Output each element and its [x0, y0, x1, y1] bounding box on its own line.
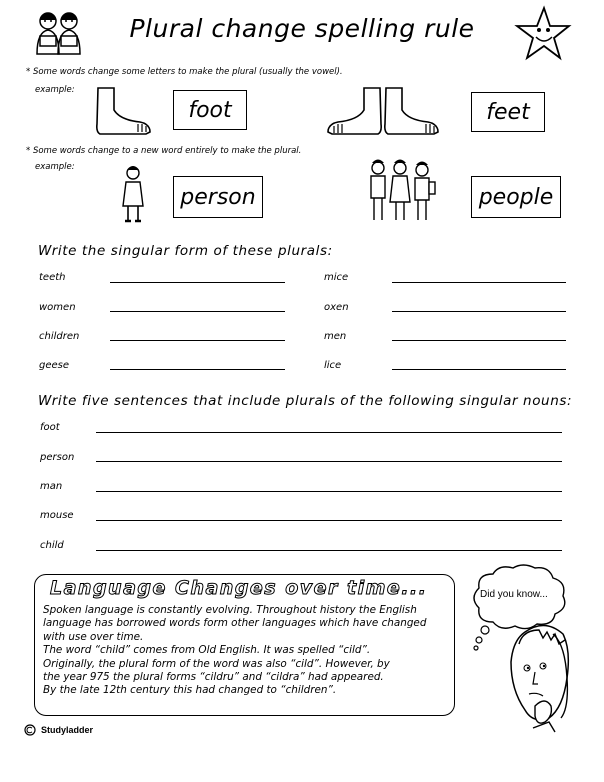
word-box-feet: feet	[471, 92, 545, 132]
sentence-line-person[interactable]	[96, 461, 562, 462]
rule-note-1: * Some words change some letters to make the plural (usually the vowel).	[26, 67, 343, 77]
info-text	[43, 604, 426, 698]
singular-label-teeth: teeth	[39, 272, 66, 283]
info-title: Language Changes over time...	[50, 577, 428, 599]
example-label-1: example:	[35, 85, 75, 95]
singular-label-children: children	[39, 331, 80, 342]
singular-label-oxen: oxen	[324, 302, 349, 313]
sentence-label-foot: foot	[40, 422, 60, 433]
page-title: Plural change spelling rule	[129, 14, 475, 43]
sentence-line-child[interactable]	[96, 550, 562, 551]
info-line: Originally, the plural form of the word was also “cild”. However, by	[43, 657, 390, 670]
singular-label-lice: lice	[324, 360, 342, 371]
info-line: with use over time.	[43, 630, 144, 643]
sentence-line-foot[interactable]	[96, 432, 562, 433]
word-box-foot: foot	[173, 90, 247, 130]
answer-line-men[interactable]	[392, 340, 566, 341]
info-line: The word “child” comes from Old English. It was spelled “cild”.	[43, 644, 371, 657]
word-box-people: people	[471, 176, 561, 218]
rule-note-2: * Some words change to a new word entirely to make the plural.	[26, 146, 302, 156]
info-line: language has borrowed words form other languages which have changed	[43, 617, 427, 630]
kids-logo-icon	[34, 8, 84, 56]
singular-label-men: men	[324, 331, 347, 342]
foot-icon	[94, 84, 154, 138]
section1-heading: Write the singular form of these plurals:	[38, 243, 333, 259]
word-box-person: person	[173, 176, 263, 218]
info-line: the year 975 the plural forms “cildru” and “cildra” had appeared.	[43, 671, 384, 684]
singular-label-women: women	[39, 302, 76, 313]
sentence-line-mouse[interactable]	[96, 520, 562, 521]
sentence-label-person: person	[40, 452, 75, 463]
example-label-2: example:	[35, 162, 75, 172]
answer-line-mice[interactable]	[392, 282, 566, 283]
sentence-label-man: man	[40, 481, 63, 492]
answer-line-women[interactable]	[110, 311, 285, 312]
sentence-label-child: child	[40, 540, 64, 551]
answer-line-children[interactable]	[110, 340, 285, 341]
group-of-people-icon	[366, 158, 438, 228]
cloud-text: Did you know...	[480, 589, 548, 600]
sentence-label-mouse: mouse	[40, 510, 74, 521]
answer-line-oxen[interactable]	[392, 311, 566, 312]
feet-icon	[322, 84, 444, 138]
girl-icon	[118, 164, 148, 226]
section2-heading: Write five sentences that include plurals of the following singular nouns:	[38, 393, 573, 409]
singular-label-mice: mice	[324, 272, 349, 283]
thinking-person-icon	[505, 624, 571, 734]
sentence-line-man[interactable]	[96, 491, 562, 492]
info-line: By the late 12th century this had changed to “children”.	[43, 684, 337, 697]
copyright-icon	[24, 724, 36, 736]
answer-line-lice[interactable]	[392, 369, 566, 370]
answer-line-teeth[interactable]	[110, 282, 285, 283]
answer-line-geese[interactable]	[110, 369, 285, 370]
info-line: Spoken language is constantly evolving. Throughout history the English	[43, 604, 417, 616]
footer-brand: Studyladder	[41, 725, 94, 735]
star-face-icon	[514, 6, 570, 62]
singular-label-geese: geese	[39, 360, 70, 371]
